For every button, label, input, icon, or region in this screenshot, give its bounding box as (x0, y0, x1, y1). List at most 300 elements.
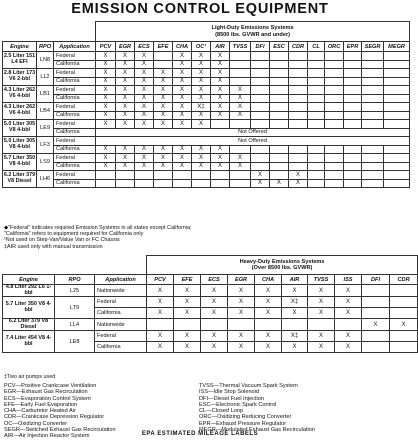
mark-cell (390, 285, 418, 297)
mark-cell: X (362, 319, 390, 331)
mark-cell (384, 154, 410, 163)
mark-cell (308, 179, 325, 188)
mark-cell (362, 179, 384, 188)
note-line: ¹Not used on Step-Van/Value Van or FC Chassis (4, 237, 120, 244)
application-cell: California (54, 60, 96, 69)
engine-cell: 4.3 Liter 262 V6 4-bbl (3, 86, 37, 103)
engine-cell: 6.2 Liter 379 V8 Diesel (3, 319, 55, 331)
mark-cell (362, 171, 384, 180)
column-header: Application (95, 275, 147, 285)
column-header: TVSS (230, 42, 251, 52)
column-header: ECS (201, 275, 228, 285)
mark-cell (135, 179, 154, 188)
mark-cell (325, 179, 344, 188)
column-header: CDR (289, 42, 308, 52)
mark-cell (96, 179, 116, 188)
mark-cell (344, 69, 362, 78)
mark-cell (344, 94, 362, 103)
mark-cell (282, 319, 308, 331)
mark-cell: X (173, 145, 192, 154)
column-header: SEGR (362, 42, 384, 52)
abbreviation-item: SEGR—Switched Exhaust Gas Recirculation (4, 427, 116, 434)
table-row (3, 331, 418, 342)
mark-cell (390, 342, 418, 353)
mark-cell: X (154, 111, 173, 120)
mark-cell (362, 285, 390, 297)
mark-cell (362, 52, 384, 61)
column-header: Engine (3, 42, 37, 52)
column-header: DFI (251, 42, 270, 52)
mark-cell (325, 86, 344, 95)
mark-cell: X (173, 103, 192, 112)
caption-subtitle: (8500 lbs. GVWR and under) (215, 31, 291, 38)
mark-cell: X (116, 154, 135, 163)
mark-cell: X (308, 297, 335, 308)
mark-cell (251, 145, 270, 154)
mark-cell: X (335, 308, 362, 319)
mark-cell (289, 94, 308, 103)
mark-cell: X (116, 86, 135, 95)
table-row (3, 77, 410, 86)
mark-cell (390, 308, 418, 319)
not-offered-cell: Not Offered (96, 137, 410, 146)
mark-cell (325, 94, 344, 103)
column-header: PCV (147, 275, 174, 285)
mark-cell: X (174, 285, 201, 297)
abbreviation-item: ISS—Idle Stop Solenoid (199, 389, 260, 396)
abbreviation-item: TVSS—Thermal Vacuum Spark System (199, 383, 298, 389)
mark-cell: X (255, 331, 282, 342)
rpo-cell: LB4 (37, 103, 54, 120)
mark-cell (308, 60, 325, 69)
application-cell: Federal (95, 297, 147, 308)
mark-cell: X (147, 342, 174, 353)
mark-cell (147, 319, 174, 331)
column-header: DFI (362, 275, 390, 285)
table-row (3, 319, 418, 331)
mark-cell: X (147, 297, 174, 308)
mark-cell: X (255, 308, 282, 319)
column-header: ORC (325, 42, 344, 52)
mark-cell (201, 319, 228, 331)
mark-cell: X (173, 94, 192, 103)
note-line: ◆"Federal" indicates required Emission Systems in all states except California; (4, 225, 192, 231)
mark-cell: X (96, 145, 116, 154)
mark-cell (173, 171, 192, 180)
mark-cell (344, 154, 362, 163)
table-row (3, 94, 410, 103)
mark-cell (270, 86, 289, 95)
engine-cell: 7.4 Liter 454 V8 4-bbl (3, 331, 55, 353)
mark-cell (230, 52, 251, 61)
mark-cell: X (174, 297, 201, 308)
mark-cell (251, 69, 270, 78)
mark-cell: X (116, 77, 135, 86)
caption-subtitle: (Over 8500 lbs. GVWR) (251, 265, 313, 271)
caption-title: Light-Duty Emissions Systems (211, 25, 294, 32)
mark-cell: X (147, 308, 174, 319)
mark-cell (154, 60, 173, 69)
mark-cell (384, 111, 410, 120)
mark-cell (362, 154, 384, 163)
abbreviation-item: EFE—Early Fuel Evaporation (4, 401, 78, 408)
mark-cell: X (96, 94, 116, 103)
engine-cell: 5.0 Liter 305 V8 4-bbl (3, 137, 37, 154)
mark-cell (289, 145, 308, 154)
rpo-cell: LL4 (55, 319, 95, 331)
mark-cell: X (135, 69, 154, 78)
mark-cell: X (230, 154, 251, 163)
mark-cell: X (116, 94, 135, 103)
mark-cell: X (173, 111, 192, 120)
mark-cell (384, 179, 410, 188)
mark-cell (270, 60, 289, 69)
application-cell: Nationwide (95, 319, 147, 331)
light-duty-table (2, 21, 410, 188)
header-row (3, 275, 418, 285)
table-row (3, 128, 410, 137)
mark-cell (289, 111, 308, 120)
mark-cell: X (192, 120, 211, 129)
engine-cell: 5.7 Liter 350 V8 4-bbl (3, 297, 55, 319)
table-row (3, 103, 410, 112)
mark-cell: X (173, 60, 192, 69)
mark-cell (308, 111, 325, 120)
abbreviation-item: ORC—Oxidizing Reducing Converter (199, 414, 292, 421)
mark-cell: X (135, 52, 154, 61)
mark-cell: X (116, 52, 135, 61)
abbreviation-item: OC—Oxidizing Converter (4, 420, 68, 427)
mark-cell (362, 162, 384, 171)
mark-cell: X (201, 297, 228, 308)
mark-cell: X (192, 69, 211, 78)
mark-cell (251, 162, 270, 171)
mark-cell: X (335, 342, 362, 353)
mark-cell: X (154, 120, 173, 129)
mark-cell: X (147, 285, 174, 297)
mark-cell (384, 69, 410, 78)
mark-cell: X (135, 103, 154, 112)
mark-cell (384, 77, 410, 86)
column-header: TVSS (308, 275, 335, 285)
mark-cell (325, 120, 344, 129)
mark-cell (289, 69, 308, 78)
column-header: EPR (344, 42, 362, 52)
mark-cell: X (192, 94, 211, 103)
mark-cell: X (192, 77, 211, 86)
mark-cell (211, 171, 230, 180)
mark-cell: X‡ (282, 331, 308, 342)
mark-cell: X (211, 69, 230, 78)
mark-cell: X (135, 77, 154, 86)
mark-cell (384, 60, 410, 69)
mark-cell: X (116, 69, 135, 78)
mark-cell: X (154, 86, 173, 95)
abbreviation-item: CL—Closed Loop (199, 408, 244, 415)
mark-cell (135, 171, 154, 180)
mark-cell: X (308, 308, 335, 319)
mark-cell (154, 179, 173, 188)
caption-cell (147, 256, 418, 275)
table-row (3, 154, 410, 163)
mark-cell: X (251, 179, 270, 188)
mark-cell (362, 86, 384, 95)
mark-cell (308, 69, 325, 78)
table-row (3, 179, 410, 188)
mark-cell (325, 52, 344, 61)
mark-cell: X (96, 60, 116, 69)
mark-cell (251, 77, 270, 86)
mark-cell: X (211, 103, 230, 112)
mark-cell: X (282, 285, 308, 297)
mark-cell (325, 145, 344, 154)
mark-cell (270, 154, 289, 163)
mark-cell: X (174, 331, 201, 342)
application-cell: California (95, 308, 147, 319)
mark-cell: X (230, 111, 251, 120)
column-header: EGR (228, 275, 255, 285)
mark-cell: X (147, 331, 174, 342)
mark-cell (251, 120, 270, 129)
column-header: CHA (255, 275, 282, 285)
engine-cell: 2.8 Liter 173 V6 2-bbl (3, 69, 37, 86)
mark-cell (344, 179, 362, 188)
mark-cell (173, 179, 192, 188)
mark-cell (255, 319, 282, 331)
mark-cell: X (135, 86, 154, 95)
abbreviation-item: AIR—Air Injection Reactor System (4, 433, 90, 440)
mark-cell: X (201, 308, 228, 319)
mark-cell (270, 145, 289, 154)
table-row (3, 52, 410, 61)
application-cell: Nationwide (95, 285, 147, 297)
mark-cell (362, 145, 384, 154)
engine-cell: 5.7 Liter 350 V8 4-bbl (3, 154, 37, 171)
table-row (3, 120, 410, 129)
mark-cell (308, 94, 325, 103)
mark-cell: X (135, 94, 154, 103)
next-section-heading: EPA ESTIMATED MILEAGE LABELS (141, 431, 259, 437)
mark-cell (308, 77, 325, 86)
mark-cell (344, 52, 362, 61)
mark-cell (335, 319, 362, 331)
mark-cell: X (308, 342, 335, 353)
caption-row (3, 22, 410, 42)
column-header: OC¹ (192, 42, 211, 52)
mark-cell (362, 69, 384, 78)
mark-cell: X (230, 86, 251, 95)
mark-cell: X (116, 60, 135, 69)
mark-cell: X (96, 111, 116, 120)
mark-cell: X (116, 145, 135, 154)
mark-cell: X (335, 285, 362, 297)
mark-cell: X (192, 162, 211, 171)
mark-cell: X (289, 171, 308, 180)
mark-cell: X (154, 103, 173, 112)
mark-cell: X (270, 179, 289, 188)
mark-cell (344, 120, 362, 129)
mark-cell: X (154, 94, 173, 103)
mark-cell (289, 86, 308, 95)
note-line: ‡AIR used only with manual transmission (4, 243, 103, 250)
abbreviation-item: CDR—Crankcase Depression Regulator (4, 414, 105, 421)
mark-cell (308, 86, 325, 95)
mark-cell (251, 94, 270, 103)
mark-cell: X (174, 342, 201, 353)
mark-cell (325, 69, 344, 78)
column-header: ECS (135, 42, 154, 52)
rpo-cell: LB1 (37, 86, 54, 103)
mark-cell (116, 179, 135, 188)
mark-cell: X (230, 162, 251, 171)
mark-cell (384, 94, 410, 103)
mark-cell (344, 103, 362, 112)
column-header: EGR (116, 42, 135, 52)
mark-cell: X (192, 86, 211, 95)
mark-cell (270, 162, 289, 171)
mark-cell: X (135, 162, 154, 171)
mark-cell (230, 145, 251, 154)
application-cell: Federal (54, 120, 96, 129)
mark-cell: X (96, 120, 116, 129)
mark-cell (289, 120, 308, 129)
not-offered-cell: Not Offered (96, 128, 410, 137)
mark-cell (270, 94, 289, 103)
table-row (3, 162, 410, 171)
mark-cell (384, 103, 410, 112)
mark-cell: X (116, 120, 135, 129)
note-line: "California" refers to equipment required for California only (4, 231, 144, 238)
table-row (3, 145, 410, 154)
mark-cell (308, 120, 325, 129)
column-header: MEGR (384, 42, 410, 52)
mark-cell: X (335, 297, 362, 308)
rpo-cell: L25 (55, 285, 95, 297)
engine-cell: 4.3 Liter 262 V6 4-bbl (3, 103, 37, 120)
mark-cell (308, 162, 325, 171)
abbreviation-item: EGR—Exhaust Gas Recirculation (4, 389, 88, 396)
mark-cell (325, 60, 344, 69)
heavy-duty-table (2, 255, 418, 353)
mark-cell (362, 120, 384, 129)
abbreviation-item: ESC—Electronic Spark Control (199, 401, 277, 408)
mark-cell (270, 120, 289, 129)
mark-cell: X (154, 69, 173, 78)
mark-cell (251, 111, 270, 120)
mark-cell (384, 86, 410, 95)
application-cell: California (54, 111, 96, 120)
mark-cell (362, 331, 390, 342)
mark-cell: X (173, 154, 192, 163)
mark-cell (289, 162, 308, 171)
caption-spacer (3, 22, 96, 42)
mark-cell (270, 111, 289, 120)
mark-cell (384, 162, 410, 171)
mark-cell (289, 77, 308, 86)
table-row (3, 137, 410, 146)
mark-cell (344, 86, 362, 95)
mark-cell: X (228, 342, 255, 353)
header-row (3, 42, 410, 52)
mark-cell: X (211, 145, 230, 154)
mark-cell (154, 171, 173, 180)
mark-cell: X (251, 171, 270, 180)
mark-cell (362, 342, 390, 353)
application-cell: Federal (54, 154, 96, 163)
mark-cell: X (390, 319, 418, 331)
light-duty-notes (4, 225, 304, 250)
application-cell: California (95, 342, 147, 353)
mark-cell (174, 319, 201, 331)
mark-cell (230, 77, 251, 86)
rpo-cell: LH6 (37, 171, 54, 188)
mark-cell: X (116, 103, 135, 112)
mark-cell (344, 145, 362, 154)
column-header: EFE (174, 275, 201, 285)
rpo-cell: LN8 (37, 52, 54, 69)
mark-cell (270, 77, 289, 86)
mark-cell (251, 103, 270, 112)
mark-cell (325, 111, 344, 120)
column-header: EFE (154, 42, 173, 52)
mark-cell: X (192, 154, 211, 163)
mark-cell: X (173, 69, 192, 78)
mark-cell: X (201, 342, 228, 353)
application-cell: Federal (95, 331, 147, 342)
table-row (3, 111, 410, 120)
application-cell: California (54, 179, 96, 188)
mark-cell: X (173, 86, 192, 95)
table-row (3, 171, 410, 180)
mark-cell: X (154, 77, 173, 86)
mark-cell (390, 297, 418, 308)
column-header: RPO (55, 275, 95, 285)
mark-cell: X (211, 154, 230, 163)
mark-cell: X (282, 308, 308, 319)
mark-cell: X (173, 162, 192, 171)
mark-cell: X (116, 162, 135, 171)
mark-cell (270, 103, 289, 112)
mark-cell (362, 308, 390, 319)
mark-cell (384, 145, 410, 154)
mark-cell: X (135, 111, 154, 120)
mark-cell (362, 60, 384, 69)
mark-cell (344, 77, 362, 86)
application-cell: Federal (54, 171, 96, 180)
mark-cell (362, 297, 390, 308)
mark-cell (325, 77, 344, 86)
mark-cell (384, 171, 410, 180)
heavy-duty-note: ‡Two air pumps used (4, 374, 56, 380)
table-row (3, 285, 418, 297)
rpo-cell: LF3 (37, 137, 54, 154)
mark-cell: X (211, 60, 230, 69)
mark-cell: X (173, 52, 192, 61)
table-row (3, 86, 410, 95)
abbreviation-item: DFI—Diesel Fuel Injection (199, 395, 264, 402)
mark-cell: X (211, 162, 230, 171)
mark-cell: X (211, 94, 230, 103)
table-row (3, 297, 418, 308)
mark-cell (96, 171, 116, 180)
application-cell: California (54, 145, 96, 154)
mark-cell (344, 171, 362, 180)
mark-cell: X‡ (192, 103, 211, 112)
mark-cell (270, 69, 289, 78)
table-row (3, 60, 410, 69)
mark-cell (308, 145, 325, 154)
mark-cell (344, 60, 362, 69)
